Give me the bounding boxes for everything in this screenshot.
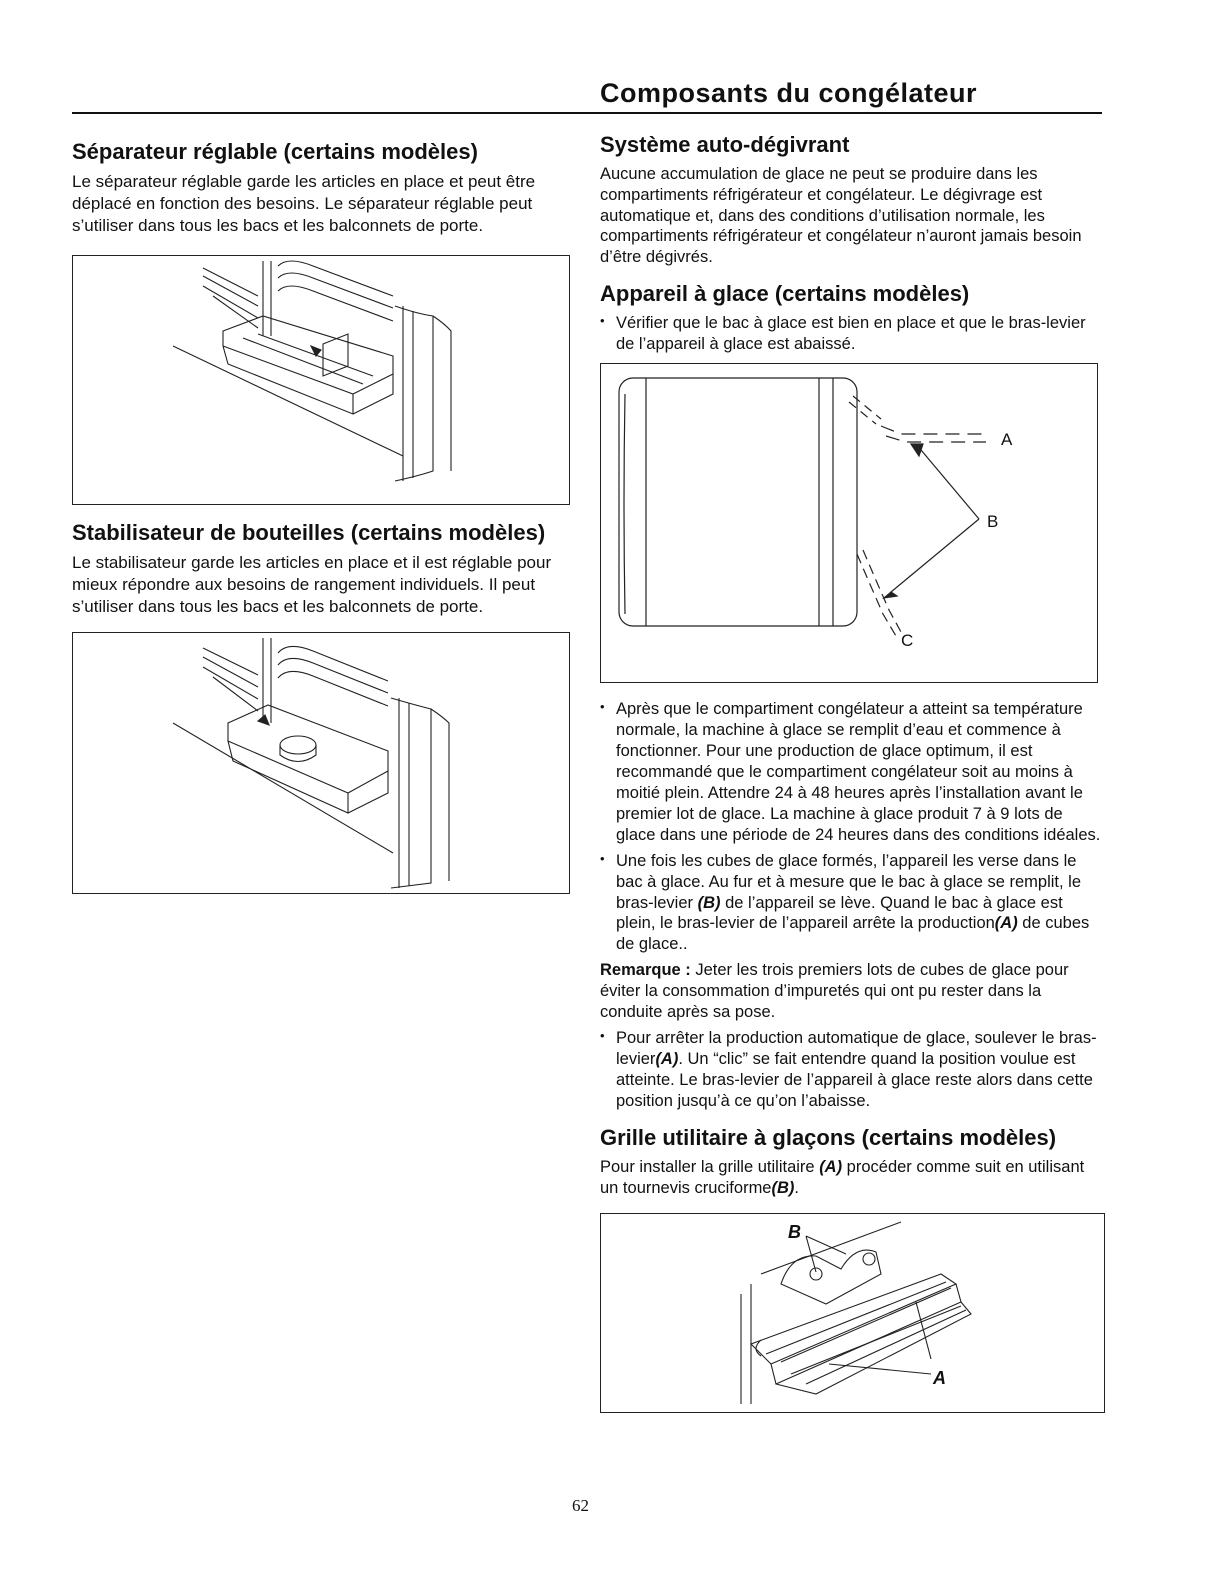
reference-b: (B) [697,893,721,912]
bullet-item: • Pour arrêter la production automatique de glace, soulever le bras-levier(A). Un “clic” se fait entendre quand la position voulue est atteinte. Le bras-levier de l’appareil à glace reste alors dans cette position jusqu’à ce qu’on l’abaisse. [600,1028,1105,1112]
bullet-item: • Après que le compartiment congélateur a atteint sa température normale, la machine à glace se remplit d’eau et commence à fonctionner. Pour une production de glace optimum, il est recommandé que le compartiment congélateur soit au moins à moitié plein. Attendre 24 à 48 heures après l’installation avant le premier lot de glace. La machine à glace produit 7 à 9 lots de glace dans une période de 24 heures dans des conditions idéales. [600,699,1105,846]
note: Remarque : Jeter les trois premiers lots de cubes de glace pour éviter la consommation d’impuretés qui ont pu rester dans la conduite après sa pose. [600,961,1069,1022]
grille-heading: Grille utilitaire à glaçons (certains modèles) [600,1125,1057,1151]
separateur-body: Le séparateur réglable garde les articles en place et peut être déplacé en fonction des besoins. Le séparateur réglable peut s’utiliser dans tous les bacs et les balconnets de porte. [72,171,536,235]
reference-b: (B) [771,1178,795,1197]
left-column [72,140,572,894]
appareil-glace-bullets-bottom [600,1028,1105,1112]
separateur-heading: Séparateur réglable (certains modèles) [72,139,478,164]
label-b: B [987,511,999,531]
stabilisateur-illustration [72,632,570,894]
page-title: Composants du congélateur [600,78,978,108]
section-appareil-glace [600,282,1105,1112]
degivrant-body: Aucune accumulation de glace ne peut se produire dans les compartiments réfrigérateur et congélateur. Le dégivrage est automatique et, dans des conditions d’utilisation normale, les compartiments réfrigérateur et congélateur n’auront jamais besoin d’être dégivrés. [600,164,1082,267]
degivrant-heading: Système auto-dégivrant [600,132,850,157]
section-grille [600,1126,1105,1413]
bullet-item: • Vérifier que le bac à glace est bien en place et que le bras-levier de l’appareil à glace est abaissé. [600,313,1105,355]
label-b: B [788,1221,801,1242]
label-a: A [1001,429,1013,449]
appareil-glace-heading: Appareil à glace (certains modèles) [600,281,970,307]
reference-a: (A) [819,1157,843,1176]
ice-rack-illustration [600,1213,1105,1413]
label-c: C [901,630,914,650]
appareil-glace-bullets-top [600,313,1105,355]
stabilisateur-heading: Stabilisateur de bouteilles (certains modèles) [72,519,546,545]
stabilisateur-body: Le stabilisateur garde les articles en place et il est réglable pour mieux répondre aux besoins de rangement individuels. Il peut s’utiliser dans tous les bacs et les balconnets de porte. [72,552,552,616]
section-degivrant [600,133,1105,268]
title-rule [72,112,1102,114]
label-a: A [933,1367,946,1388]
reference-a: (A) [994,914,1018,933]
page-number: 62 [572,1496,589,1515]
right-column [600,133,1105,1413]
appareil-glace-bullets [600,699,1105,955]
reference-a: (A) [655,1050,679,1069]
ice-maker-illustration [600,363,1098,683]
bullet-item: • Une fois les cubes de glace formés, l’appareil les verse dans le bac à glace. Au fur et à mesure que le bac à glace se remplit, le bras-levier (B) de l’appareil se lève. Quand le bac à glace est plein, le bras-levier de l’appareil arrête la production(A) de cubes de glace.. [600,851,1105,956]
section-separateur [72,140,572,237]
separateur-illustration [72,255,570,505]
grille-body: Pour installer la grille utilitaire (A) procéder comme suit en utilisant un tournevis cruciforme(B). [600,1157,1085,1197]
note-label: Remarque : [600,961,691,980]
section-stabilisateur [72,521,572,618]
